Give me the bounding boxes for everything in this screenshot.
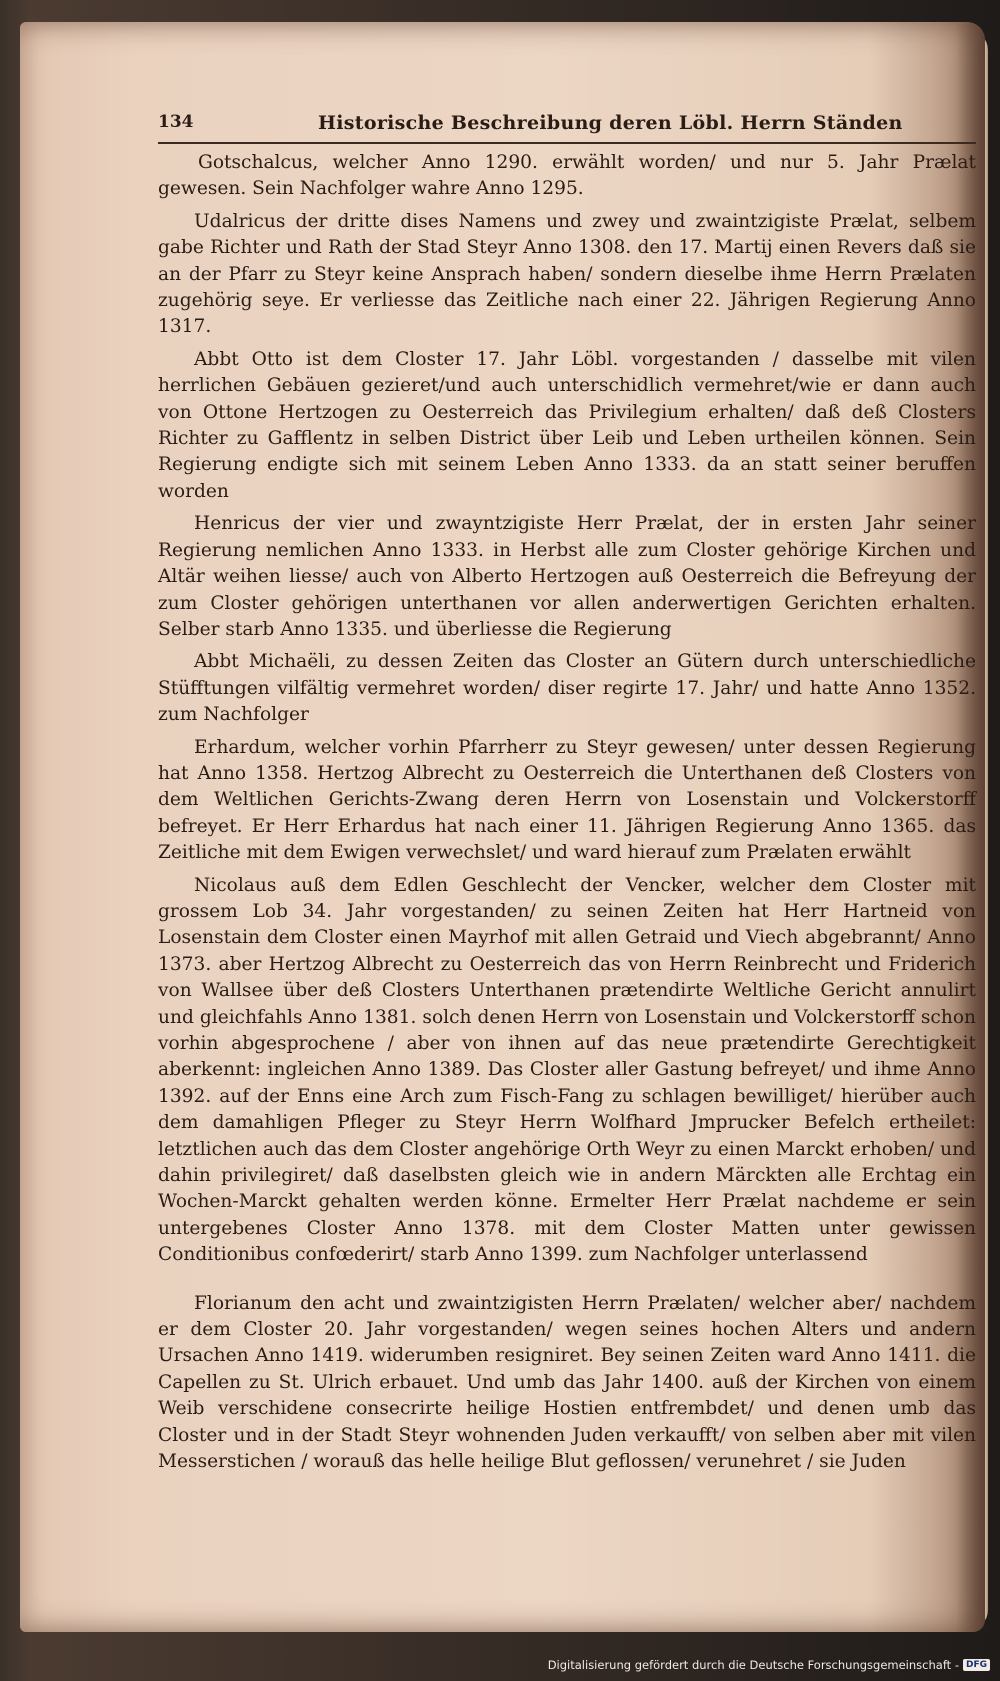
paragraph-otto: Abbt Otto ist dem Closter 17. Jahr Löbl. vorgestanden / dasselbe mit vilen herrlichen Gebäuen gezieret/und auch unterschidlich vermehret/wie er dann auch von Ottone Hertzogen zu Oesterreich das Privilegium erhalten/ daß deß Closters Richter zu Gafflentz in selben District über Leib und Leben urtheilen können. Sein Regierung endigte sich mit seinem Leben Anno 1333. da an statt seiner beruffen worden bbox=[158, 348, 976, 502]
digitization-credit bbox=[548, 1658, 990, 1672]
credit-text: Digitalisierung gefördert durch die Deutsche Forschungsgemeinschaft - bbox=[547, 1658, 959, 1672]
dfg-logo-icon: DFG bbox=[963, 1659, 990, 1671]
paragraph-nicolaus: Nicolaus auß dem Edlen Geschlecht der Vencker, welcher dem Closter mit grossem Lob 34. Jahr vorgestanden/ zu seinen Zeiten hat Herr Hartneid von Losenstain dem Closter einen Mayrhof mit allen Getraid und Viech abgebrannt/ Anno 1373. aber Hertzog Albrecht zu Oesterreich das von Herrn Reinbrecht und Friderich von Wallsee über deß Closters Unterthanen prætendirte Weltliche Gericht annulirt und gleichfahls Anno 1381. solch denen Herrn von Losenstain und Volckerstorff schon vorhin abgesprochene / aber von ihnen auf das neue prætendirte Gerechtigkeit aberkennt: ingleichen Anno 1389. Das Closter aller Gastung befreyet/ und ihme Anno 1392. auf der Enns eine Arch zum Fisch-Fang zu schlagen bewilliget/ hierüber auch dem damahligen Pfleger zu Steyr Herrn Wolfhard Jmprucker Befelch ertheilet: letztlichen auch das dem Closter angehörige Orth Weyr zu einen Marckt erhoben/ und dahin privilegiret/ daß daselbsten gleich wie in andern Märckten alle Erchtag ein Wochen-Marckt gehalten werden könne. Ermelter Herr Prælat nachdeme er sein untergebenes Closter Anno 1378. mit dem Closter Matten unter gewissen Conditionibus confœderirt/ starb Anno 1399. zum Nachfolger unterlassend bbox=[158, 874, 976, 1266]
page-header bbox=[158, 108, 976, 144]
paragraph-udalricus: Udalricus der dritte dises Namens und zwey und zwaintzigiste Prælat, selbem gabe Richter und Rath der Stad Steyr Anno 1308. den 17. Martij einen Revers daß sie an der Pfarr zu Steyr keine Ansprach haben/ sondern dieselbe ihme Herrn Prælaten zugehörig seye. Er verliesse das Zeitliche nach einer 22. Jährigen Regierung Anno 1317. bbox=[158, 210, 976, 338]
body-text bbox=[158, 150, 976, 1476]
paragraph-gotschalcus: Gotschalcus, welcher Anno 1290. erwählt worden/ und nur 5. Jahr Prælat gewesen. Sein Nachfolger wahre Anno 1295. bbox=[158, 152, 976, 200]
paragraph-michael: Abbt Michaëli, zu dessen Zeiten das Closter an Gütern durch unterschiedliche Stüfftungen vilfältig vermehret worden/ diser regirte 17. Jahr/ und hatte Anno 1352. zum Nachfolger bbox=[158, 651, 976, 726]
running-title: Historische Beschreibung deren Löbl. Herrn Ständen bbox=[318, 112, 903, 134]
paragraph-erhardus: Erhardum, welcher vorhin Pfarrherr zu Steyr gewesen/ unter dessen Regierung hat Anno 1358. Hertzog Albrecht zu Oesterreich die Unterthanen deß Closters von dem Weltlichen Gerichts-Zwang deren Herrn von Losenstain und Volckerstorff befreyet. Er Herr Erhardus hat nach einer 11. Jährigen Regierung Anno 1365. das Zeitliche mit dem Ewigen verwechslet/ und ward hierauf zum Prælaten erwählt bbox=[158, 736, 976, 864]
paragraph-florianus: Florianum den acht und zwaintzigisten Herrn Prælaten/ welcher aber/ nachdem er dem Closter 20. Jahr vorgestanden/ wegen seines hochen Alters und andern Ursachen Anno 1419. widerumben resigniret. Bey seinen Zeiten ward Anno 1411. die Capellen zu St. Ulrich erbauet. Und umb das Jahr 1400. auß der Kirchen von einem Weib verschidene consecrirte heilige Hostien entfrembdet/ und denen umb das Closter und in der Stadt Steyr wohnenden Juden verkaufft/ von selben aber mit vilen Messerstichen / worauß das helle heilige Blut geflossen/ verunehret / sie Juden bbox=[158, 1292, 976, 1473]
page-number: 134 bbox=[158, 112, 194, 132]
paragraph-henricus: Henricus der vier und zwayntzigiste Herr Prælat, der in ersten Jahr seiner Regierung nemlichen Anno 1333. in Herbst alle zum Closter gehörige Kirchen und Altär weihen liesse/ auch von Alberto Hertzogen auß Oesterreich die Befreyung der zum Closter gehörigen unterthanen vor allen anderwertigen Gerichten erhalten. Selber starb Anno 1335. und überliesse die Regierung bbox=[158, 513, 976, 640]
page-content bbox=[158, 108, 976, 1482]
